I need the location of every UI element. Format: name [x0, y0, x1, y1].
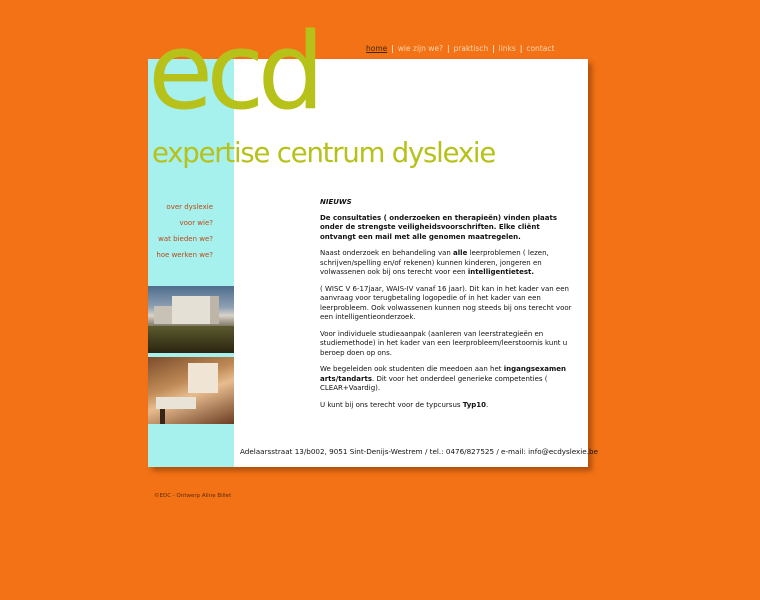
- paragraph-text: U kunt bij ons terecht voor de typcursus: [320, 400, 463, 409]
- sidebar-item-wat-bieden-we[interactable]: wat bieden we?: [158, 235, 213, 243]
- paragraph-typing-course: [320, 401, 572, 411]
- news-heading: NIEUWS: [320, 198, 352, 206]
- address-line: Adelaarsstraat 13/b002, 9051 Sint-Denijs-Westrem / tel.: 0476/827525 / e-mail: info@ecdyslexie.be: [240, 447, 598, 456]
- nav-separator: |: [391, 44, 394, 53]
- desk-leg-shape: [160, 409, 165, 424]
- paragraph-text: .: [486, 400, 489, 409]
- footer-credit: ©EDC - Ontwerp Aline Billet: [154, 493, 232, 499]
- paragraph-text: leerproblemen ( lezen, schrijven/spelling en/of rekenen) kunnen kinderen, jongeren en volwassenen ook bij ons terecht voor een: [320, 249, 549, 276]
- building-photo: [148, 286, 234, 353]
- lawn-shape: [148, 326, 234, 353]
- paragraph-entrance-exam: [320, 365, 572, 394]
- nav-wie-zijn-we[interactable]: wie zijn we?: [397, 44, 443, 53]
- paragraph-text: . Dit voor het onderdeel generieke competenties ( CLEAR+Vaardig).: [320, 374, 548, 392]
- logo-letters: ecd: [148, 10, 318, 133]
- paragraph-intelligence-test: [320, 249, 572, 278]
- nav-contact[interactable]: contact: [526, 44, 555, 53]
- main-content: [320, 198, 572, 417]
- sidebar-item-hoe-werken-we[interactable]: hoe werken we?: [156, 251, 213, 259]
- corona-notice: [320, 214, 572, 243]
- sidebar-item-voor-wie[interactable]: voor wie?: [179, 219, 213, 227]
- side-navigation: [148, 199, 213, 263]
- office-photo: [148, 357, 234, 424]
- logo-tagline: expertise centrum dyslexie: [152, 137, 496, 169]
- paragraph-bold: ingangsexamen arts/tandarts: [320, 365, 567, 383]
- building-shape: [172, 296, 219, 324]
- sidebar-item-over-dyslexie[interactable]: over dyslexie: [166, 203, 213, 211]
- nav-separator: |: [492, 44, 495, 53]
- paragraph-bold: Typ10: [462, 400, 487, 409]
- paragraph-study-approach: Voor individuele studieaanpak (aanleren van leerstrategieën en studiemethode) in het kader van een leerprobleem/leerstoornis kunt u beroep doen op ons.: [320, 329, 568, 357]
- window-shape: [188, 363, 218, 393]
- paragraph-wisc: ( WISC V 6-17jaar, WAIS-IV vanaf 16 jaar). Dit kan in het kader van een aanvraag voor terugbetaling logopedie of in het kader van een leerprobleem. Ook volwassenen kunnen nog steeds bij ons terecht voor een intelligentieonderzoek.: [320, 284, 572, 321]
- nav-links[interactable]: links: [498, 44, 516, 53]
- nav-separator: |: [446, 44, 450, 53]
- nav-home[interactable]: home: [366, 44, 388, 53]
- top-navigation: [366, 44, 554, 53]
- nav-praktisch[interactable]: praktisch: [453, 44, 489, 53]
- desk-shape: [156, 397, 196, 409]
- paragraph-text: Naast onderzoek en behandeling van: [320, 249, 454, 257]
- paragraph-bold: intelligentietest.: [467, 268, 534, 276]
- paragraph-bold: alle: [453, 249, 468, 257]
- corona-notice-text: De consultaties ( onderzoeken en therapieën) vinden plaats onder de strengste veiligheidsvoorschriften. Elke cliënt ontvangt een mail met alle genomen maatregelen.: [320, 213, 557, 241]
- paragraph-text: We begeleiden ook studenten die meedoen aan het: [320, 365, 504, 373]
- building-shape: [154, 306, 174, 324]
- nav-separator: |: [519, 44, 523, 53]
